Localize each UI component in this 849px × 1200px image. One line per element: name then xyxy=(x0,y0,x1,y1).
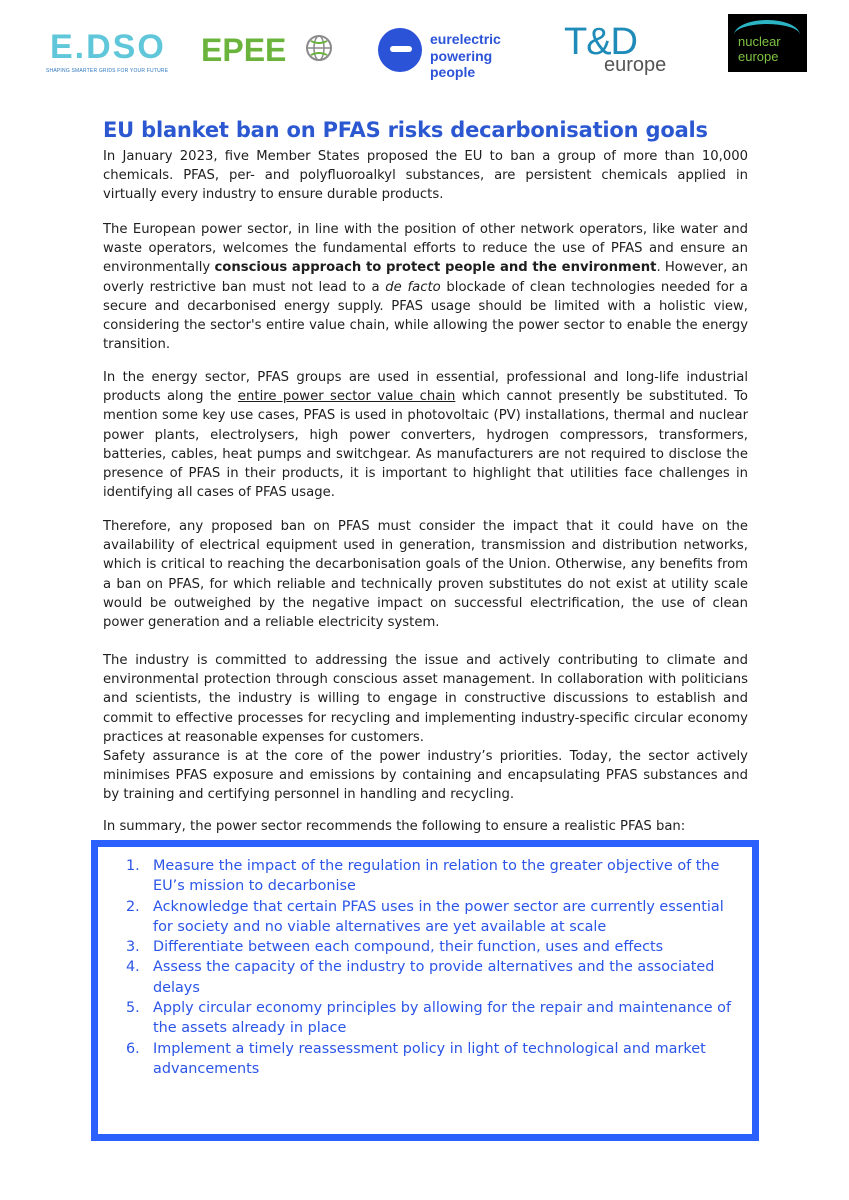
list-item-number: 4. xyxy=(126,959,140,976)
edso-logo xyxy=(46,24,169,76)
nuclear-europe-logo xyxy=(728,14,807,72)
paragraph-summary: In summary, the power sector recommends the following to ensure a realistic PFAS ban: xyxy=(103,819,686,834)
list-item-number: 5. xyxy=(126,1000,140,1017)
nuclear-europe-line1: nuclear xyxy=(738,34,781,49)
list-item xyxy=(126,937,746,957)
eurelectric-e-icon xyxy=(378,28,422,72)
edso-tagline: SHAPING SMARTER GRIDS FOR YOUR FUTURE xyxy=(46,68,169,74)
paragraph-emphasis: conscious approach to protect people and the environment xyxy=(214,260,657,276)
list-item-number: 2. xyxy=(126,898,140,915)
paragraph-text: In the energy sector, PFAS groups are used in essential, professional and long-life industrial products along the xyxy=(103,370,748,405)
paragraph-text: The European power sector, in line with the position of other network operators, like water and waste operators, welcomes the fundamental efforts to reduce the use of PFAS and ensure an environmentally xyxy=(103,222,748,276)
list-item-text: Apply circular economy principles by allowing for the repair and maintenance of the assets already in place xyxy=(153,1000,732,1037)
paragraph-italic: de facto xyxy=(385,279,441,295)
paragraph-commitment xyxy=(103,651,748,805)
epee-logo-text: EPEE xyxy=(201,32,287,68)
eurelectric-name: eurelectric xyxy=(430,31,501,47)
paragraph-text: . However, an overly restrictive ban must not lead to a xyxy=(103,260,748,295)
list-item-text: Acknowledge that certain PFAS uses in the power sector are currently essential for society and no viable alternatives are yet available at scale xyxy=(153,898,724,935)
list-item-number: 3. xyxy=(126,939,140,956)
eurelectric-slogan: powering people xyxy=(430,48,493,80)
list-item-text: Differentiate between each compound, their function, uses and effects xyxy=(153,939,664,956)
paragraph-text: blockade of clean technologies needed for a secure and decarbonised energy supply. PFAS usage should be limited with a holistic view, considering the sector's entire value chain, while allowing the power sector to enable the energy transition. xyxy=(103,279,749,353)
paragraph-intro: In January 2023, five Member States proposed the EU to ban a group of more than 10,000 chemicals. PFAS, per- and polyfluoroalkyl substances, are persistent chemicals applied in virtually every industry to ensure durable products. xyxy=(103,149,748,203)
globe-icon xyxy=(305,34,333,62)
td-europe-monogram: T&D xyxy=(564,21,637,63)
list-item-number: 6. xyxy=(126,1040,140,1057)
nuclear-europe-line2: europe xyxy=(738,49,779,64)
paragraph-power-sector xyxy=(103,220,748,354)
edso-logo-text: E.DSO xyxy=(50,28,166,66)
list-item-text: Measure the impact of the regulation in relation to the greater objective of the EU’s mission to decarbonise xyxy=(153,858,720,895)
paragraph-text: which cannot presently be substituted. To mention some key use cases, PFAS is used in photovoltaic (PV) installations, thermal and nuclear power plants, electrolysers, high power converters, hydrogen compressors, transformers, batteries, cables, heat pumps and switchgear. As manufacturers are not required to disclose the presence of PFAS in their products, it is important to highlight that utilities face challenges in identifying all cases of PFAS usage. xyxy=(103,389,748,501)
paragraph-text: The industry is committed to addressing the issue and actively contributing to climate and environmental protection through conscious asset management. In collaboration with politicians and scientists, the industry is willing to engage in constructive discussions to establish and commit to effective processes for recycling and implementing industry-specific circular economy practices at reasonable expenses for customers. xyxy=(103,653,748,745)
td-europe-logo xyxy=(564,22,684,76)
paragraph-safety: Safety assurance is at the core of the power industry’s priorities. Today, the sector actively minimises PFAS exposure and emissions by containing and encapsulating PFAS substances and by training and certifying personnel in handling and recycling. xyxy=(103,749,748,803)
list-item xyxy=(126,856,746,897)
list-item xyxy=(126,897,746,938)
paragraph-underlined: entire power sector value chain xyxy=(237,389,456,405)
list-item xyxy=(126,1039,746,1080)
list-item-number: 1. xyxy=(126,858,140,874)
list-item xyxy=(126,998,746,1039)
epee-logo xyxy=(201,28,336,72)
list-item-text: Assess the capacity of the industry to provide alternatives and the associated delays xyxy=(153,959,715,996)
list-item-text: Implement a timely reassessment policy in light of technological and market advancements xyxy=(153,1040,706,1077)
td-europe-word: europe xyxy=(604,54,667,76)
paragraph-energy-sector xyxy=(103,368,748,502)
logo-bar xyxy=(0,0,849,100)
eurelectric-logo xyxy=(378,28,536,80)
recommendations-list xyxy=(126,856,746,1079)
list-item xyxy=(126,957,746,998)
page-title: EU blanket ban on PFAS risks decarbonisation goals xyxy=(103,118,708,143)
paragraph-impact: Therefore, any proposed ban on PFAS must consider the impact that it could have on the availability of electrical equipment used in generation, transmission and distribution networks, which is critical to reaching the decarbonisation goals of the Union. Otherwise, any benefits from a ban on PFAS, for which reliable and technically proven substitutes do not exist at utility scale would be outweighed by the negative impact on successful electrification, the use of clean power generation and a reliable electricity system. xyxy=(103,519,748,631)
